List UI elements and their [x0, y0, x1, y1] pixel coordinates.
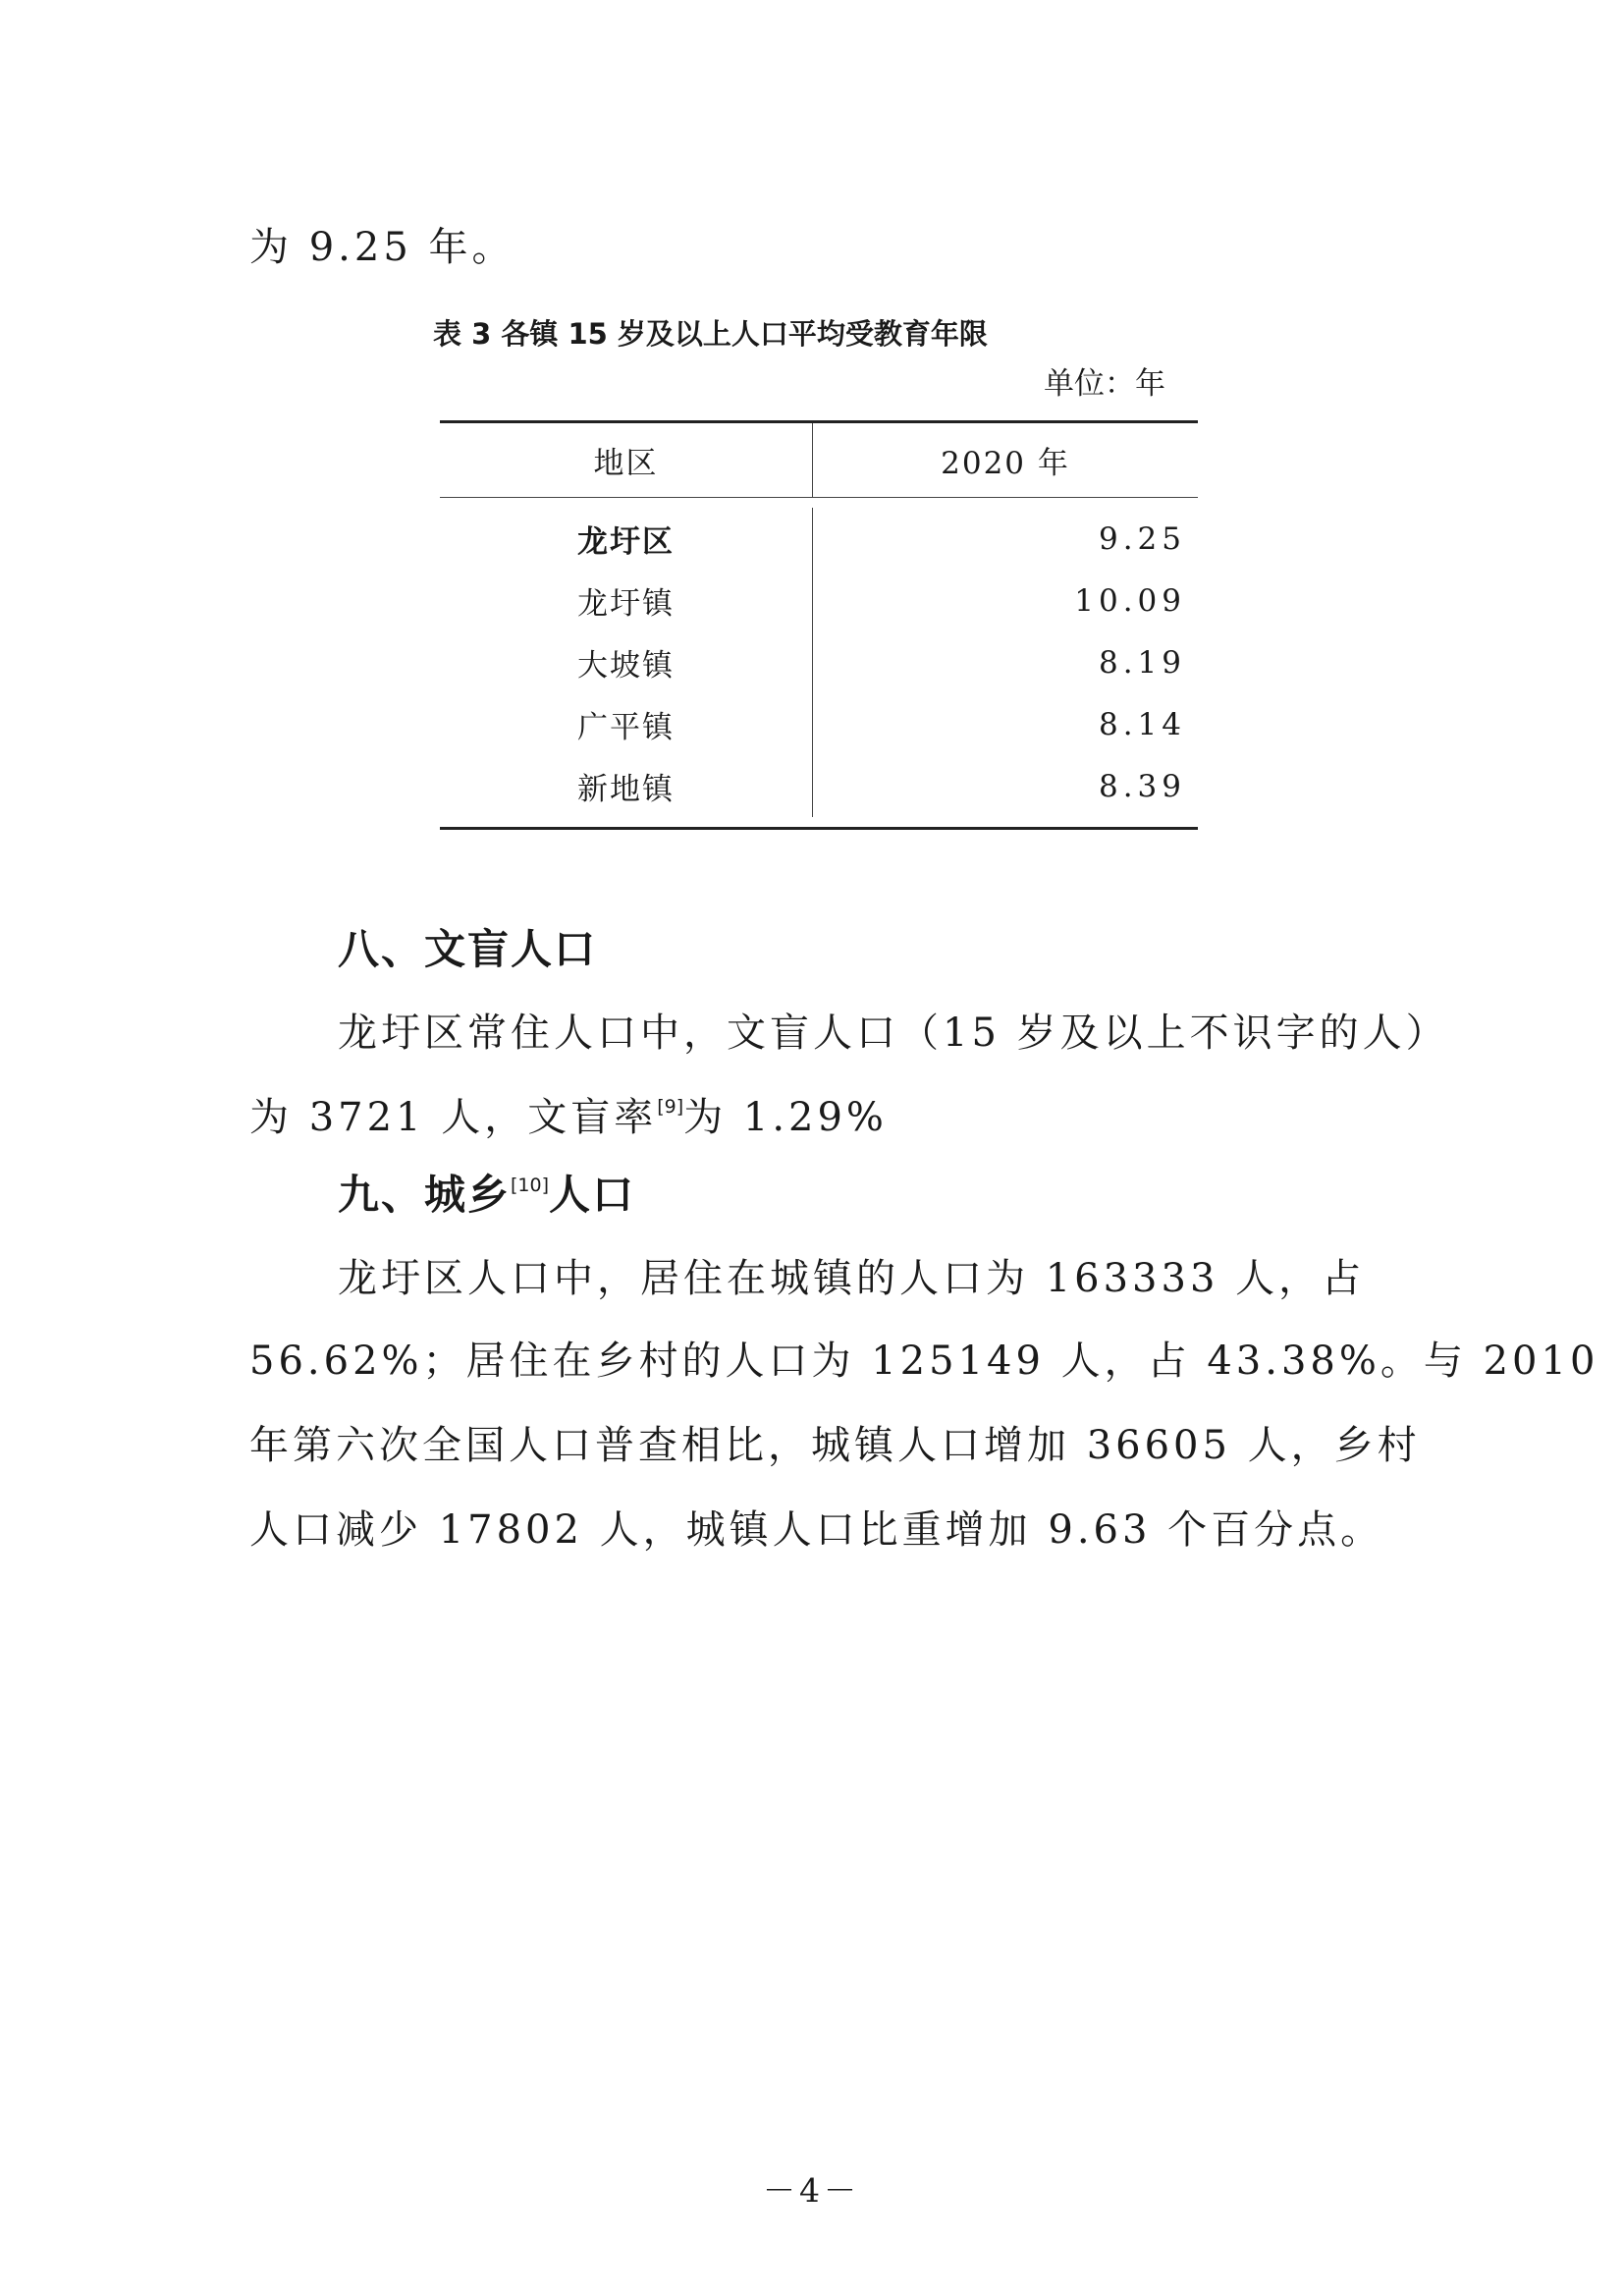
- intro-tail-text: 为 9.25 年。: [249, 225, 515, 270]
- table-row: [440, 693, 1198, 755]
- education-table: [440, 420, 1198, 830]
- table-row: [440, 755, 1198, 817]
- section8-line1: 龙圩区常住人口中，文盲人口（15 岁及以上不识字的人）: [338, 1011, 1449, 1056]
- row-region: 广平镇: [440, 693, 813, 755]
- row-region: 龙圩镇: [440, 570, 813, 631]
- table-row: [440, 631, 1198, 693]
- section9-line4: 人口减少 17802 人，城镇人口比重增加 9.63 个百分点。: [249, 1507, 1384, 1553]
- table-header-row: [440, 423, 1198, 497]
- section9-heading-b: 人口: [549, 1171, 636, 1219]
- section8-heading: 八、文盲人口: [338, 925, 598, 973]
- header-year: 2020 年: [941, 446, 1070, 481]
- header-region: 地区: [440, 423, 813, 497]
- section9-line2: 56.62%；居住在乡村的人口为 125149 人，占 43.38%。与 2010: [249, 1339, 1599, 1384]
- row-region: 大坡镇: [440, 631, 813, 693]
- footnote-marker-10: [10]: [511, 1175, 550, 1196]
- section9-line1: 龙圩区人口中，居住在城镇的人口为 163333 人，占: [338, 1256, 1366, 1301]
- row-value: 9.25: [1098, 520, 1186, 557]
- section9-heading-a: 九、城乡: [338, 1171, 512, 1219]
- table-row: [440, 570, 1198, 631]
- table-bottom-rule: [440, 827, 1198, 830]
- table-body: [440, 498, 1198, 827]
- page-number: －4－: [763, 2171, 860, 2210]
- table-caption: 表 3 各镇 15 岁及以上人口平均受教育年限: [433, 317, 988, 351]
- section8-line2: [249, 1095, 888, 1140]
- row-region: 龙圩区: [440, 508, 813, 570]
- section9-line3: 年第六次全国人口普查相比，城镇人口增加 36605 人，乡村: [249, 1423, 1421, 1468]
- row-value: 8.14: [1098, 706, 1186, 742]
- row-value: 10.09: [1074, 582, 1186, 619]
- row-value: 8.39: [1098, 768, 1186, 804]
- table-unit: 单位：年: [1044, 366, 1165, 402]
- table-row: [440, 508, 1198, 570]
- section9-heading: [338, 1171, 636, 1219]
- row-value: 8.19: [1098, 644, 1186, 681]
- footnote-marker-9: [9]: [657, 1096, 684, 1118]
- section8-line2-b: 为 1.29%: [683, 1095, 888, 1140]
- row-region: 新地镇: [440, 755, 813, 817]
- section8-line2-a: 为 3721 人，文盲率: [249, 1095, 658, 1140]
